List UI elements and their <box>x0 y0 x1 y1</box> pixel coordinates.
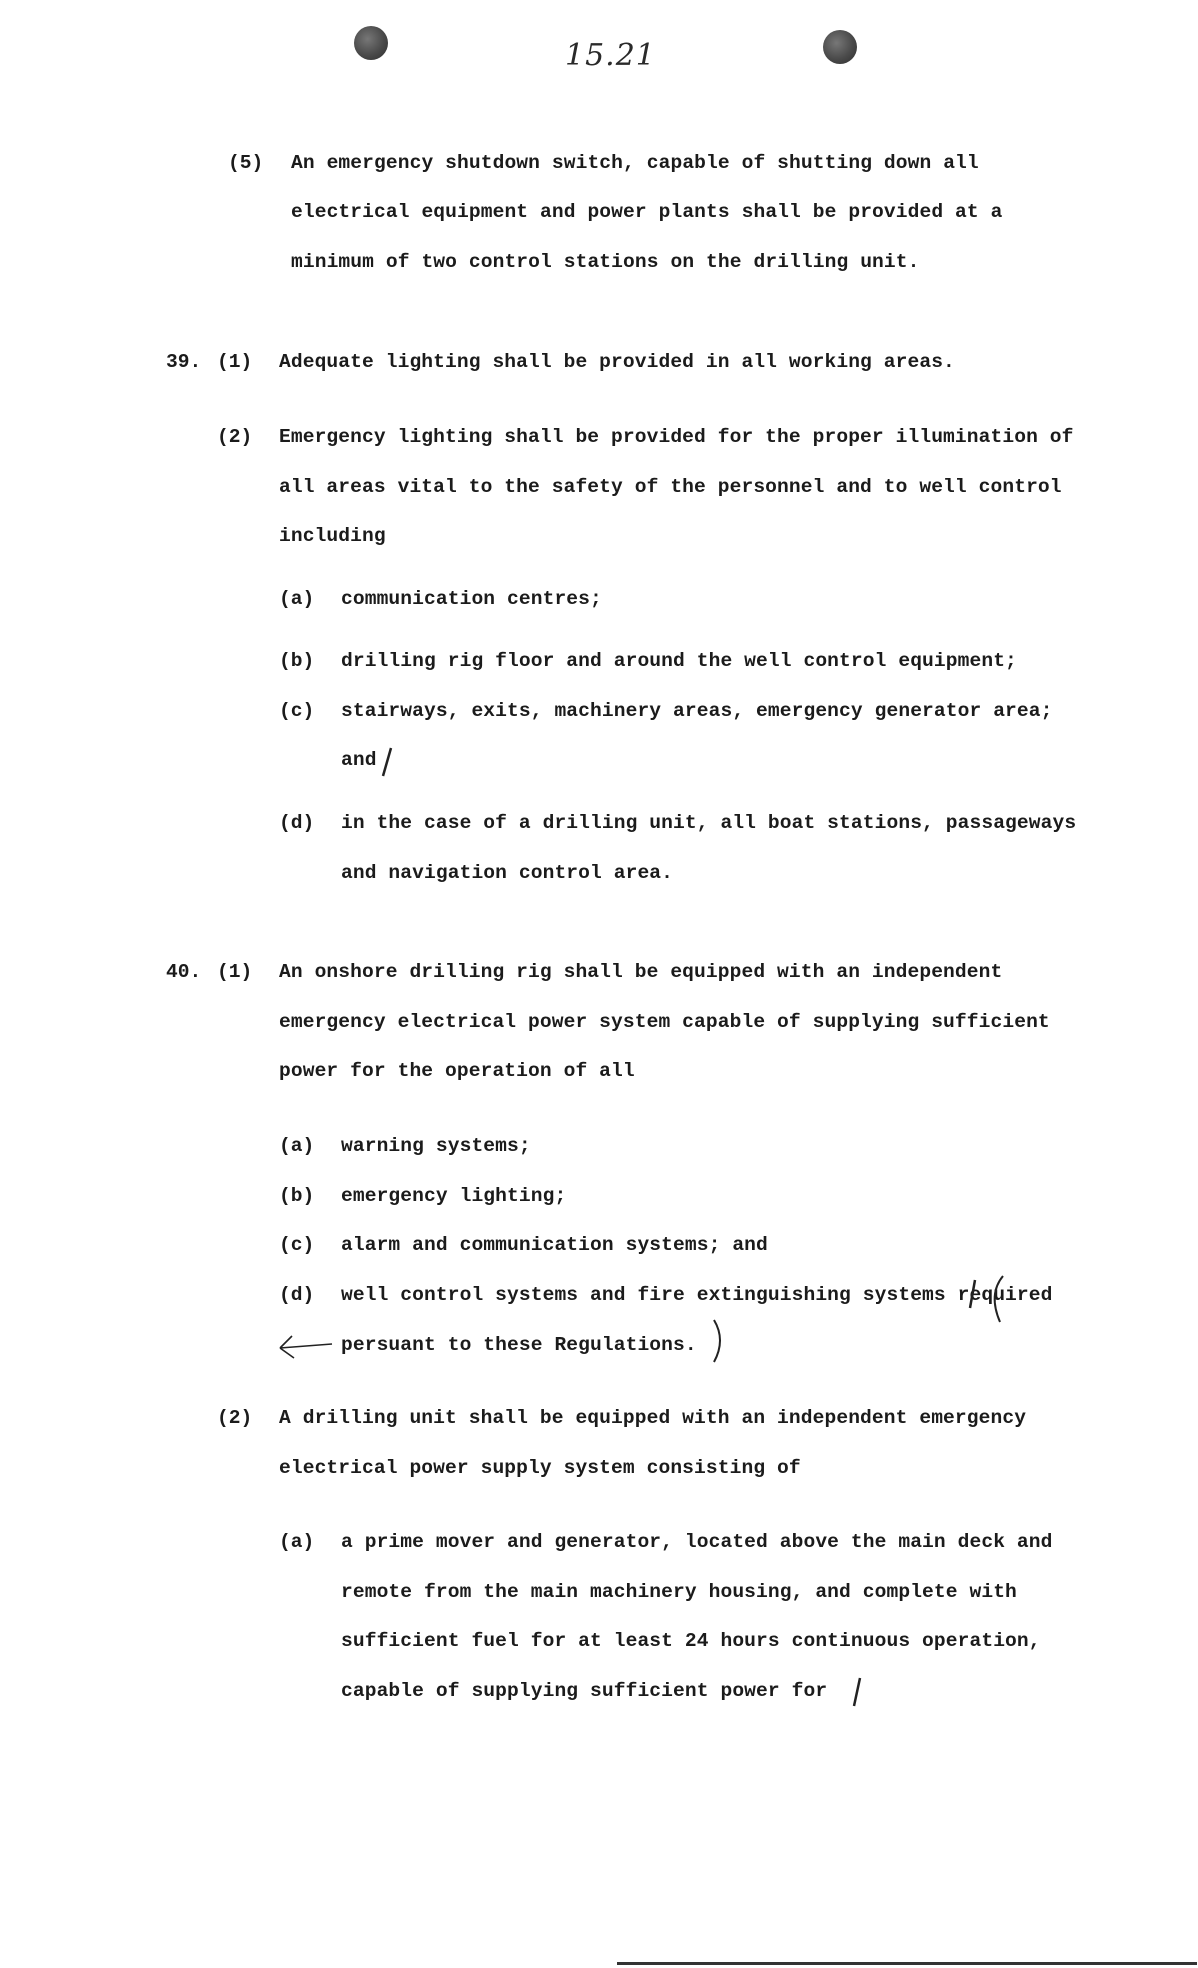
text-line: warning systems; <box>341 1135 531 1157</box>
text-line: stairways, exits, machinery areas, emergency generator area; <box>341 700 1053 722</box>
item-number: (c) <box>279 1234 315 1256</box>
text-line: emergency electrical power system capable of supplying sufficient <box>279 1011 1050 1033</box>
text-line: remote from the main machinery housing, and complete with <box>341 1581 1017 1603</box>
item-number: (a) <box>279 588 315 610</box>
item-number: (d) <box>279 812 315 834</box>
text-line: A drilling unit shall be equipped with an independent emergency <box>279 1407 1027 1429</box>
clause-number: (5) <box>228 152 264 174</box>
item-number: (d) <box>279 1284 315 1306</box>
punch-hole-right <box>823 30 857 64</box>
text-line: electrical power supply system consisting of <box>279 1457 801 1479</box>
text-line: Adequate lighting shall be provided in all working areas. <box>279 351 955 373</box>
text-line: drilling rig floor and around the well control equipment; <box>341 650 1017 672</box>
text-line: all areas vital to the safety of the personnel and to well control <box>279 476 1062 498</box>
handwritten-strike-mark <box>380 746 394 778</box>
section-number: 40. <box>166 961 202 983</box>
page-number: 15.21 <box>565 38 656 73</box>
text-line: well control systems and fire extinguishing systems required <box>341 1284 1053 1306</box>
text-line: including <box>279 525 386 547</box>
text-line: and <box>341 749 377 771</box>
text-line: communication centres; <box>341 588 602 610</box>
item-number: (a) <box>279 1135 315 1157</box>
text-line: An onshore drilling rig shall be equipped with an independent <box>279 961 1003 983</box>
clause-number: (2) <box>217 426 253 448</box>
text-line: a prime mover and generator, located above the main deck and <box>341 1531 1053 1553</box>
text-line: An emergency shutdown switch, capable of shutting down all <box>291 152 979 174</box>
text-line: and navigation control area. <box>341 862 674 884</box>
text-line: emergency lighting; <box>341 1185 567 1207</box>
item-number: (b) <box>279 650 315 672</box>
text-line: sufficient fuel for at least 24 hours continuous operation, <box>341 1630 1041 1652</box>
item-number: (b) <box>279 1185 315 1207</box>
text-line: minimum of two control stations on the drilling unit. <box>291 251 920 273</box>
item-number: (c) <box>279 700 315 722</box>
bottom-edge-line <box>617 1962 1197 1965</box>
text-line: electrical equipment and power plants shall be provided at a <box>291 201 1003 223</box>
text-line: persuant to these Regulations. <box>341 1334 697 1356</box>
punch-hole-left <box>354 26 388 60</box>
item-number: (a) <box>279 1531 315 1553</box>
handwritten-annotation-marks <box>270 1270 1130 1370</box>
clause-number: (1) <box>217 961 253 983</box>
text-line: power for the operation of all <box>279 1060 635 1082</box>
text-line: capable of supplying sufficient power for <box>341 1680 828 1702</box>
handwritten-strike-mark <box>850 1676 864 1708</box>
text-line: in the case of a drilling unit, all boat stations, passageways <box>341 812 1077 834</box>
section-number: 39. <box>166 351 202 373</box>
text-line: Emergency lighting shall be provided for the proper illumination of <box>279 426 1074 448</box>
clause-number: (1) <box>217 351 253 373</box>
text-line: alarm and communication systems; and <box>341 1234 768 1256</box>
clause-number: (2) <box>217 1407 253 1429</box>
